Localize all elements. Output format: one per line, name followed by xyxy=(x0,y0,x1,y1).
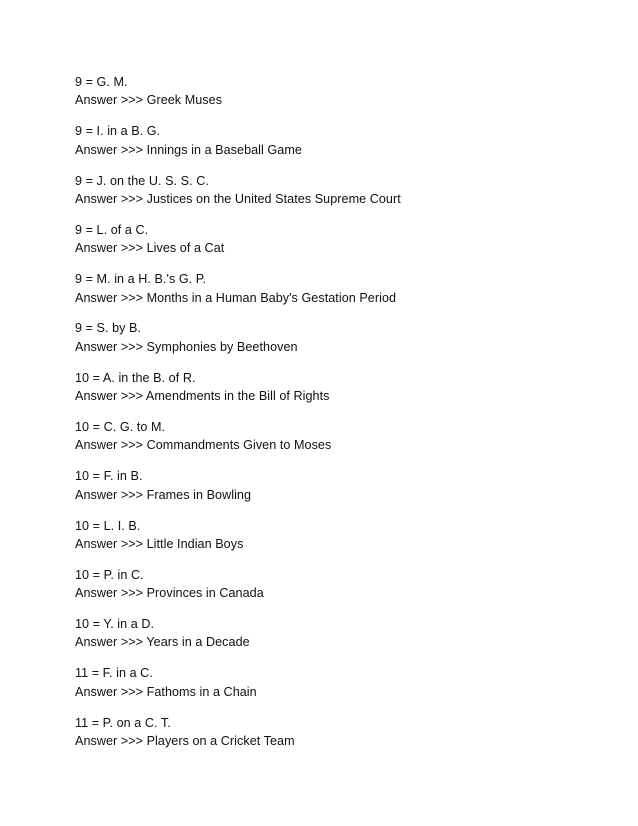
riddle-clue: 10 = C. G. to M. xyxy=(75,419,166,434)
riddle-answer: Answer >>> Lives of a Cat xyxy=(75,241,225,256)
riddle-clue: 10 = A. in the B. of R. xyxy=(75,370,196,385)
riddle-clue: 11 = F. in a C. xyxy=(75,666,153,681)
riddle-clue: 9 = M. in a H. B.'s G. P. xyxy=(75,272,207,287)
riddle-clue: 10 = P. in C. xyxy=(75,567,144,582)
riddle-entry xyxy=(75,122,401,159)
riddle-entry xyxy=(75,664,401,701)
riddle-answer: Answer >>> Greek Muses xyxy=(75,93,223,108)
riddle-answer: Answer >>> Little Indian Boys xyxy=(75,536,244,551)
riddle-answer: Answer >>> Frames in Bowling xyxy=(75,487,252,502)
riddle-answer: Answer >>> Provinces in Canada xyxy=(75,586,264,601)
riddle-clue: 9 = S. by B. xyxy=(75,321,142,336)
riddle-clue: 10 = L. I. B. xyxy=(75,518,141,533)
riddle-entry xyxy=(75,566,401,603)
riddle-answer: Answer >>> Innings in a Baseball Game xyxy=(75,142,302,157)
riddle-clue: 11 = P. on a C. T. xyxy=(75,715,171,730)
riddle-clue: 9 = J. on the U. S. S. C. xyxy=(75,173,209,188)
riddle-entry xyxy=(75,418,401,455)
riddle-answer: Answer >>> Amendments in the Bill of Rights xyxy=(75,389,330,404)
riddle-entry xyxy=(75,369,401,406)
riddle-entry xyxy=(75,73,401,110)
riddle-list xyxy=(75,73,401,763)
riddle-clue: 9 = G. M. xyxy=(75,75,128,89)
riddle-answer: Answer >>> Justices on the United States Supreme Court xyxy=(75,191,401,206)
riddle-entry xyxy=(75,221,401,258)
riddle-clue: 9 = L. of a C. xyxy=(75,222,149,237)
riddle-clue: 10 = F. in B. xyxy=(75,469,143,484)
riddle-answer: Answer >>> Fathoms in a Chain xyxy=(75,684,257,699)
riddle-answer: Answer >>> Symphonies by Beethoven xyxy=(75,339,298,354)
riddle-entry xyxy=(75,319,401,356)
riddle-answer: Answer >>> Months in a Human Baby's Gestation Period xyxy=(75,290,397,305)
riddle-clue: 10 = Y. in a D. xyxy=(75,617,155,632)
riddle-entry xyxy=(75,714,401,751)
riddle-entry xyxy=(75,517,401,554)
riddle-answer: Answer >>> Years in a Decade xyxy=(75,635,250,650)
riddle-answer: Answer >>> Commandments Given to Moses xyxy=(75,438,332,453)
riddle-entry xyxy=(75,270,401,307)
riddle-answer: Answer >>> Players on a Cricket Team xyxy=(75,734,295,749)
riddle-entry xyxy=(75,172,401,209)
riddle-clue: 9 = I. in a B. G. xyxy=(75,124,161,139)
riddle-entry xyxy=(75,615,401,652)
riddle-entry xyxy=(75,467,401,504)
